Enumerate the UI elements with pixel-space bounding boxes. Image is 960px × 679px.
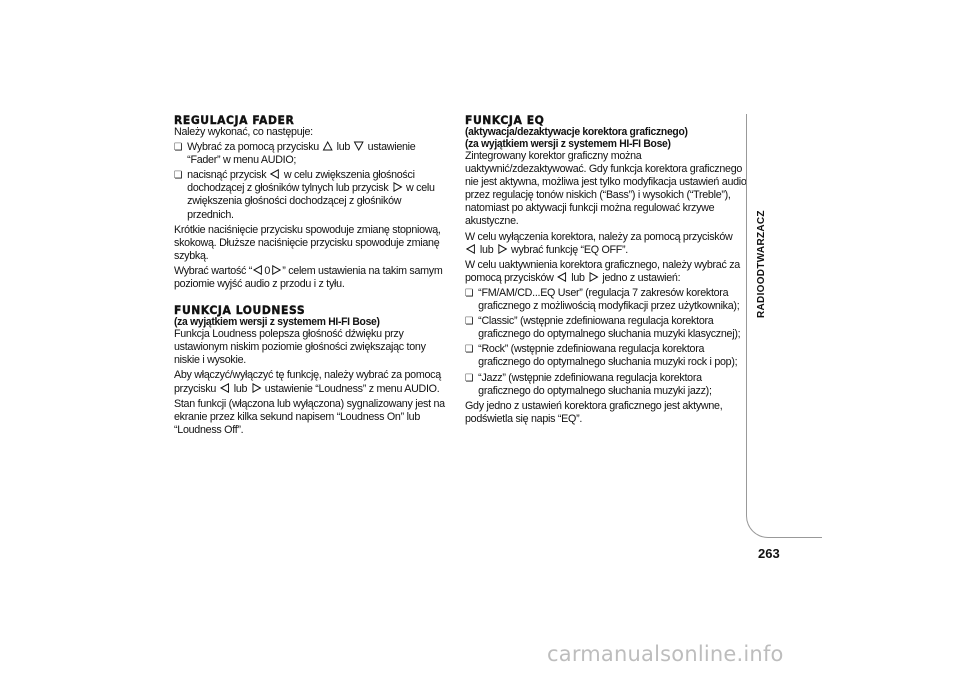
page-number: 263 [758, 546, 780, 561]
right-column [465, 114, 747, 428]
left-column [174, 114, 447, 439]
eq-paragraph-3: W celu uaktywnienia korektora graficznego, należy wybrać za pomocą przycisków lub jedno z ustawień: [465, 258, 740, 284]
eq-paragraph-4: Gdy jedno z ustawień korektora graficznego jest aktywne, podświetla się napis “EQ”. [465, 399, 723, 425]
fader-paragraph-1: Krótkie naciśnięcie przycisku spowoduje zmianę stopniową, skokową. Dłuższe naciśnięcie przycisku spowoduje zmianę szybką. [174, 223, 441, 262]
side-tab-border [746, 114, 822, 538]
eq-subheading-2: (za wyjątkiem wersji z systemem HI-FI Bose) [465, 138, 671, 150]
triangle-left-icon [466, 244, 476, 254]
triangle-left-icon [253, 265, 263, 275]
triangle-left-icon [270, 169, 280, 179]
triangle-right-icon [392, 182, 402, 192]
triangle-down-icon [354, 141, 364, 151]
eq-subheading-1: (aktywacja/dezaktywacje korektora graficznego) [465, 126, 688, 138]
loudness-paragraph-2: Aby włączyć/wyłączyć tę funkcję, należy wybrać za pomocą przycisku lub ustawienie “Loudness” z menu AUDIO. [174, 369, 441, 395]
triangle-right-icon [497, 244, 507, 254]
watermark: carmanualsonline.info [547, 642, 784, 666]
triangle-right-icon [251, 383, 261, 393]
fader-bullet-2: ❏ nacisnąć przycisk w celu zwiększenia głośności dochodzącej z głośników tylnych lub przycisk w celu zwiększenia głośności dochodzącej z głośników przednich. [174, 169, 447, 221]
eq-paragraph-2: W celu wyłączenia korektora, należy za pomocą przycisków lub wybrać funkcję “EQ OFF”. [465, 230, 733, 256]
loudness-paragraph-1: Funkcja Loudness polepsza głośność dźwięku przy ustawionym niskim poziomie głośności zwiększając tony niskie i wysokie. [174, 328, 426, 367]
loudness-heading: FUNKCJA LOUDNESS [174, 303, 306, 318]
loudness-subheading: (za wyjątkiem wersji z systemem HI-FI Bose) [174, 316, 380, 329]
eq-paragraph-1: Zintegrowany korektor graficzny można uaktywnić/zdezaktywować. Gdy funkcja korektora graficznego nie jest aktywna, możliwa jest tylko modyfikacja ustawień audio przez regulację tonów niskich (“Bass”) i wysokich (“Treble”), natomiast po aktywacji funkcji można regulować krzywe akustyczne. [465, 150, 747, 228]
triangle-up-icon [323, 141, 333, 151]
fader-paragraph-2: Wybrać wartość “ 0 ” celem ustawienia na takim samym poziomie wyjść audio z przodu i z tyłu. [174, 264, 443, 291]
eq-bullet-4: ❏ “Jazz” (wstępnie zdefiniowana regulacja korektora graficznego do optymalnego słuchania muzyki jazz); [465, 372, 747, 398]
fader-bullet-1: ❏ Wybrać za pomocą przycisku lub ustawienie “Fader” w menu AUDIO; [174, 141, 447, 167]
section-side-label: RADIOODTWARZACZ [756, 210, 767, 318]
triangle-left-icon [220, 383, 230, 393]
triangle-right-icon [271, 265, 281, 275]
eq-bullet-1: ❏ “FM/AM/CD...EQ User” (regulacja 7 zakresów korektora graficznego z możliwością modyfikacji przez użytkownika); [465, 287, 747, 313]
eq-bullet-2: ❏ “Classic” (wstępnie zdefiniowana regulacja korektora graficznego do optymalnego słuchania muzyki klasycznej); [465, 315, 747, 341]
eq-heading: FUNKCJA EQ [465, 113, 545, 127]
triangle-right-icon [588, 272, 598, 282]
fader-intro: Należy wykonać, co następuje: [174, 126, 313, 138]
eq-bullet-3: ❏ “Rock” (wstępnie zdefiniowana regulacja korektora graficznego do optymalnego słuchania muzyki rock i pop); [465, 343, 747, 369]
fader-heading: REGULACJA FADER [174, 113, 295, 127]
triangle-left-icon [557, 272, 567, 282]
loudness-paragraph-3: Stan funkcji (włączona lub wyłączona) sygnalizowany jest na ekranie przez kilka sekund napisem “Loudness On” lub “Loudness Off”. [174, 397, 445, 436]
